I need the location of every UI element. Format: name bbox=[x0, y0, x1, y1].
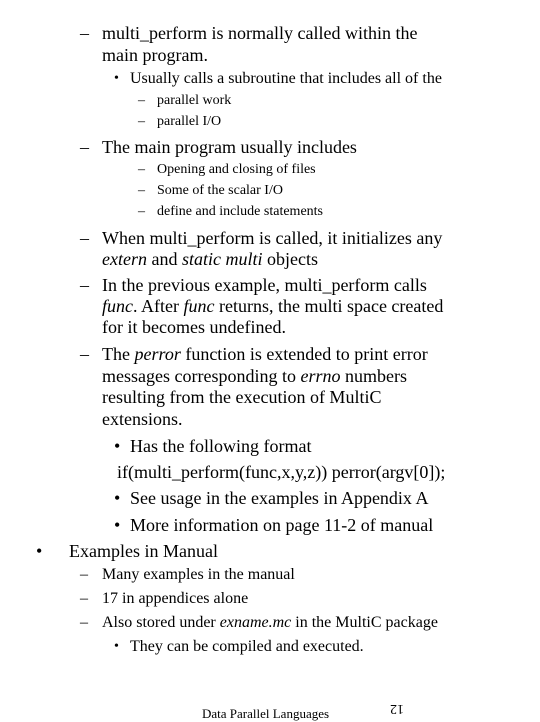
dash-bullet: – bbox=[80, 137, 89, 157]
item4-line3: for it becomes undefined. bbox=[102, 317, 286, 337]
item5-code: if(multi_perform(func,x,y,z)) perror(argv[0]); bbox=[117, 462, 446, 482]
item2-sub-3: define and include statements bbox=[157, 204, 323, 219]
dot-bullet: • bbox=[114, 515, 121, 535]
func-keyword: func bbox=[102, 296, 133, 316]
item5-sub2: See usage in the examples in Appendix A bbox=[130, 488, 429, 508]
extern-keyword: extern bbox=[102, 249, 147, 269]
func-keyword: func bbox=[183, 296, 215, 316]
errno-keyword: errno bbox=[300, 366, 341, 386]
dash-bullet: – bbox=[138, 93, 145, 108]
footer-title: Data Parallel Languages bbox=[202, 706, 330, 721]
dash-bullet: – bbox=[138, 204, 145, 219]
item3-line2: extern and static multi objects bbox=[102, 249, 318, 269]
dash-bullet: – bbox=[138, 183, 145, 198]
examples-heading: Examples in Manual bbox=[69, 541, 218, 561]
perror-keyword: perror bbox=[134, 344, 181, 364]
item5-line4: extensions. bbox=[102, 409, 183, 429]
item4-line2: func. After func returns, the multi space created bbox=[102, 296, 444, 316]
item1-sub: Usually calls a subroutine that includes all of the bbox=[130, 70, 442, 87]
item5-line1: The perror function is extended to print error bbox=[102, 344, 428, 364]
examples-subsub: They can be compiled and executed. bbox=[130, 638, 364, 655]
dash-bullet: – bbox=[138, 114, 145, 129]
dash-bullet: – bbox=[80, 228, 89, 248]
page-number: 12 bbox=[390, 701, 404, 716]
item3-line1: When multi_perform is called, it initializes any bbox=[102, 228, 443, 248]
dot-bullet: • bbox=[114, 436, 121, 456]
dash-bullet: – bbox=[80, 275, 89, 295]
item2-line1: The main program usually includes bbox=[102, 137, 357, 157]
item2-sub-2: Some of the scalar I/O bbox=[157, 183, 283, 198]
item4-line1: In the previous example, multi_perform calls bbox=[102, 275, 427, 295]
static-multi-keyword: static multi bbox=[181, 249, 263, 269]
dash-bullet: – bbox=[80, 344, 89, 364]
dot-bullet: • bbox=[114, 71, 119, 86]
dash-bullet: – bbox=[80, 614, 88, 631]
examples-sub-1: Many examples in the manual bbox=[102, 566, 295, 583]
dash-bullet: – bbox=[138, 162, 145, 177]
dot-bullet: • bbox=[114, 488, 121, 508]
dot-bullet: • bbox=[114, 639, 119, 654]
item5-line3: resulting from the execution of MultiC bbox=[102, 387, 382, 407]
item1-subsub-2: parallel I/O bbox=[157, 114, 222, 129]
examples-sub-3: Also stored under exname.mc in the MultiC package bbox=[102, 614, 438, 631]
item5-sub1: Has the following format bbox=[130, 436, 312, 456]
item2-sub-1: Opening and closing of files bbox=[157, 162, 316, 177]
item1-subsub-1: parallel work bbox=[157, 93, 232, 108]
dash-bullet: – bbox=[80, 566, 88, 583]
item1-line1: multi_perform is normally called within the bbox=[102, 23, 418, 43]
item5-sub3: More information on page 11-2 of manual bbox=[130, 515, 434, 535]
item5-line2: messages corresponding to errno numbers bbox=[102, 366, 407, 386]
dash-bullet: – bbox=[80, 590, 88, 607]
examples-sub-2: 17 in appendices alone bbox=[102, 590, 249, 607]
item1-line2: main program. bbox=[102, 45, 208, 65]
dash-bullet: – bbox=[80, 23, 89, 43]
exname-filename: exname.mc bbox=[219, 614, 292, 631]
dot-bullet: • bbox=[36, 541, 43, 561]
